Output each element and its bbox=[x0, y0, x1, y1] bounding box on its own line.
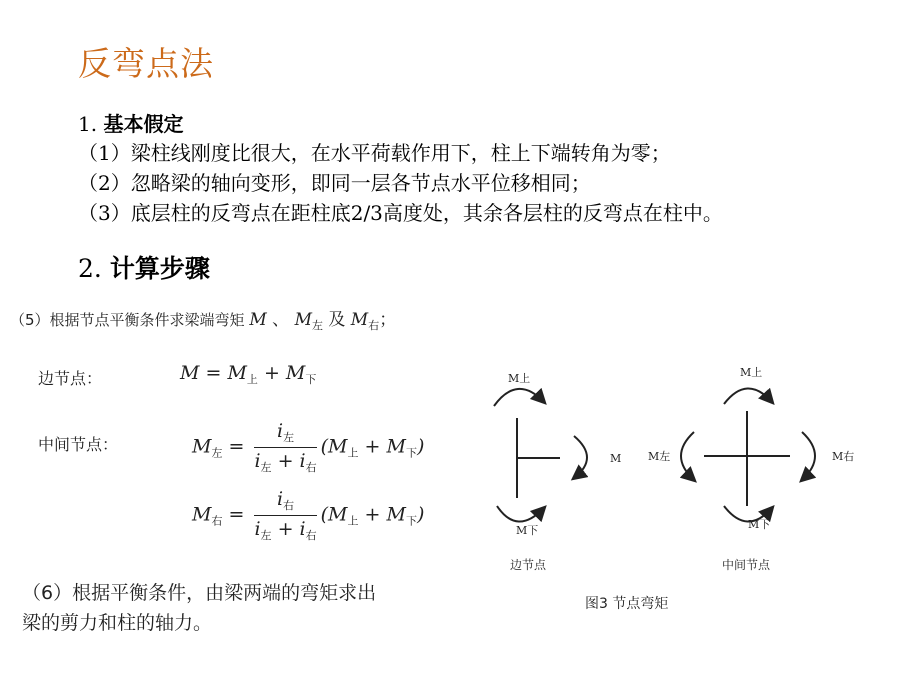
section-2-title: 计算步骤 bbox=[109, 254, 210, 283]
middle-label-m-left: M左 bbox=[648, 450, 671, 463]
middle-arc-right bbox=[802, 432, 815, 480]
section-1-heading bbox=[78, 108, 183, 137]
eq2-close: ) bbox=[416, 435, 425, 458]
eq2-den-b: + i bbox=[271, 450, 306, 472]
assumption-2: （2）忽略梁的轴向变形，即同一层各节点水平位移相同； bbox=[78, 171, 591, 195]
sym-right-sub: 右 bbox=[368, 319, 380, 332]
node-moment-diagram bbox=[472, 356, 882, 632]
sym-and: 及 bbox=[328, 310, 346, 330]
section-2-heading bbox=[78, 249, 210, 285]
edge-arc-down bbox=[497, 506, 544, 522]
section-2-number: 2. bbox=[78, 254, 110, 283]
step-6-line-1: （6）根据平衡条件，由梁两端的弯矩求出 bbox=[22, 582, 377, 604]
middle-arc-left bbox=[681, 432, 694, 480]
middle-label-m-right: M右 bbox=[832, 450, 855, 463]
eq2-fraction bbox=[254, 420, 316, 475]
edge-label-m-down: M下 bbox=[516, 524, 539, 537]
equation-middle-right: $M_右$ = $\frac{i_右}{i_左 + i_右}$ $(M_上 + M_下)$ bbox=[192, 488, 425, 542]
eq2-lsub: 左 bbox=[211, 446, 223, 460]
sym-sep: 、 bbox=[272, 310, 290, 330]
eq2-up: 上 bbox=[347, 446, 359, 460]
eq3-num: i bbox=[277, 488, 284, 510]
edge-label-m: M bbox=[610, 452, 622, 465]
edge-arc-right bbox=[574, 436, 587, 478]
sym-end: ； bbox=[379, 310, 397, 330]
middle-node-caption: 中间节点 bbox=[722, 558, 771, 572]
eq3-tail-b: + M bbox=[358, 503, 406, 526]
equation-middle-left: $M_左$ = $\frac{i_左}{i_左 + i_右}$ $(M_上 + M_下)$ bbox=[192, 420, 425, 474]
assumption-1: （1）梁柱线刚度比很大，在水平荷载作用下，柱上下端转角为零； bbox=[78, 141, 671, 165]
eq3-numsub: 右 bbox=[283, 499, 295, 512]
eq1-lhs: M = M bbox=[180, 362, 247, 384]
step-5-symbols bbox=[249, 310, 396, 330]
figure-caption: 图3 节点弯矩 bbox=[585, 596, 669, 612]
node-moment-figure bbox=[472, 356, 882, 632]
middle-node-label: 中间节点： bbox=[38, 435, 119, 454]
eq2-tail-b: + M bbox=[358, 435, 406, 458]
eq2-num: i bbox=[277, 420, 284, 442]
eq3-den-asub: 左 bbox=[260, 529, 272, 542]
sym-m: M bbox=[249, 310, 267, 330]
eq2-tail-a: (M bbox=[320, 435, 348, 458]
eq3-up: 上 bbox=[347, 514, 359, 528]
eq2-m: M bbox=[192, 435, 212, 458]
eq3-den-bsub: 右 bbox=[305, 529, 317, 542]
eq2-down: 下 bbox=[405, 446, 417, 460]
eq3-down: 下 bbox=[405, 514, 417, 528]
step-5-label: （5）根据节点平衡条件求梁端弯矩 bbox=[10, 311, 245, 329]
eq1-sub-up: 上 bbox=[246, 373, 258, 386]
eq3-fraction bbox=[254, 488, 316, 543]
eq3-den-b: + i bbox=[271, 518, 306, 540]
eq2-den-bsub: 右 bbox=[305, 461, 317, 474]
eq2-den-asub: 左 bbox=[260, 461, 272, 474]
middle-label-m-down: M下 bbox=[748, 518, 771, 531]
sym-m-right: M bbox=[350, 310, 369, 330]
eq3-den-a: i bbox=[254, 518, 261, 540]
middle-arc-up bbox=[724, 388, 772, 404]
section-1-title: 基本假定 bbox=[103, 112, 184, 136]
edge-node-caption: 边节点 bbox=[510, 558, 547, 572]
eq1-sub-down: 下 bbox=[305, 373, 317, 386]
eq3-close: ) bbox=[416, 503, 425, 526]
eq3-tail-a: (M bbox=[320, 503, 348, 526]
edge-node-label: 边节点： bbox=[38, 369, 103, 388]
step-5-text bbox=[10, 305, 396, 333]
edge-label-m-up: M上 bbox=[508, 372, 531, 385]
eq3-m: M bbox=[192, 503, 212, 526]
eq1-plus: + M bbox=[257, 362, 306, 384]
eq2-den-a: i bbox=[254, 450, 261, 472]
assumption-3: （3）底层柱的反弯点在距柱底2/3高度处，其余各层柱的反弯点在柱中。 bbox=[78, 201, 723, 225]
eq2-numsub: 左 bbox=[283, 431, 295, 444]
equation-edge-node bbox=[180, 362, 316, 387]
sym-m-left: M bbox=[294, 310, 312, 330]
middle-label-m-up: M上 bbox=[740, 366, 763, 379]
sym-left-sub: 左 bbox=[311, 319, 323, 332]
step-6-line-2: 梁的剪力和柱的轴力。 bbox=[22, 612, 213, 634]
section-1-number: 1. bbox=[78, 112, 104, 136]
slide-title: 反弯点法 bbox=[78, 44, 214, 83]
eq3-lsub: 右 bbox=[211, 514, 223, 528]
edge-arc-up bbox=[494, 389, 544, 406]
